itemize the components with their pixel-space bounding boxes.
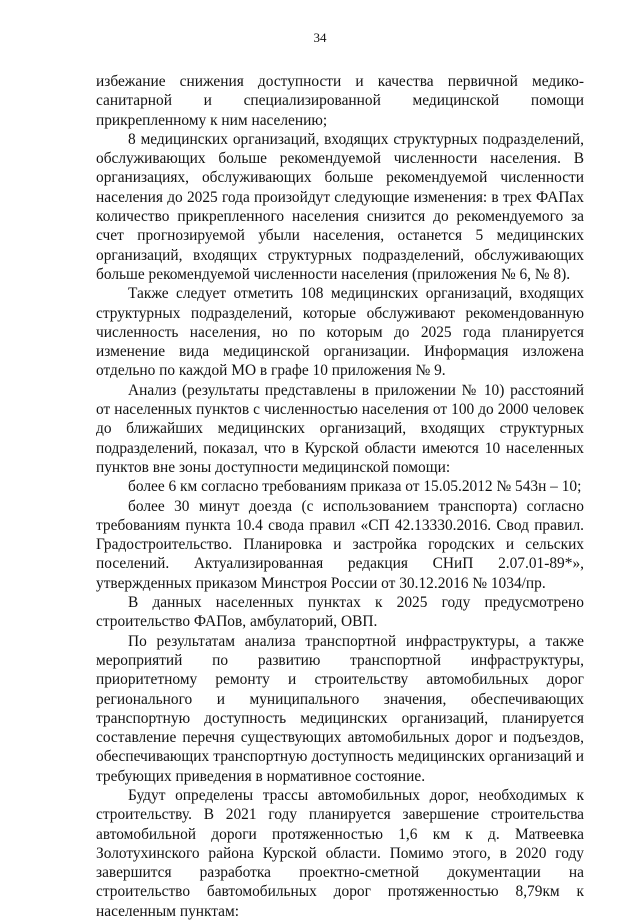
- paragraph: избежание снижения доступности и качества первичной медико-санитарной и специализированной медицинской помощи прикрепленному к ним населению;: [96, 73, 584, 129]
- paragraph: Анализ (результаты представлены в приложении № 10) расстояний от населенных пунктов с численностью населения от 100 до 2000 человек до ближайших медицинских организаций, входящих структурных подразделений, показал, что в Курской области имеются 10 населенных пунктов вне зоны доступности медицинской помощи:: [96, 381, 584, 476]
- body-text: [96, 72, 584, 921]
- paragraph: более 6 км согласно требованиям приказа от 15.05.2012 № 543н – 10;: [128, 478, 582, 496]
- paragraph: более 30 минут доезда (с использованием транспорта) согласно требованиям пункта 10.4 свода правил «СП 42.13330.2016. Свод правил. Градостроительство. Планировка и застройка городских и сельских поселений. Актуализированная редакция СНиП 2.07.01-89*», утвержденных приказом Минстроя России от 30.12.2016 № 1034/пр.: [96, 497, 584, 592]
- paragraph: Также следует отметить 108 медицинских организаций, входящих структурных подразделений, которые обслуживают рекомендованную численность населения, но по которым до 2025 года планируется изменение вида медицинской организации. Информация изложена отдельно по каждой МО в графе 10 приложения № 9.: [96, 285, 584, 380]
- paragraph: 8 медицинских организаций, входящих структурных подразделений, обслуживающих больше рекомендуемой численности населения. В организациях, обслуживающих больше рекомендуемой численности населения до 2025 года произойдут следующие изменения: в трех ФАПах количество прикрепленного населения снизится до рекомендуемого за счет прогнозируемой убыли населения, останется 5 медицинских организаций, входящих структурных подразделений, обслуживающих больше рекомендуемой численности населения (приложения № 6, № 8).: [96, 130, 584, 283]
- page-number: 34: [313, 30, 327, 45]
- paragraph: В данных населенных пунктах к 2025 году предусмотрено строительство ФАПов, амбулаторий, ОВП.: [96, 594, 584, 631]
- paragraph: Будут определены трассы автомобильных дорог, необходимых к строительству. В 2021 году планируется завершение строительства автомобильной дороги протяженностью 1,6 км к д. Матвеевка Золотухинского района Курской области. Помимо этого, в 2020 году завершится разработка проектно-сметной документации на строительство бавтомобильных дорог протяженностью 8,79км к населенным пунктам:: [96, 786, 584, 920]
- paragraph: По результатам анализа транспортной инфраструктуры, а также мероприятий по развитию транспортной инфраструктуры, приоритетному ремонту и строительству автомобильных дорог регионального и муниципального значения, обеспечивающих транспортную доступность медицинских организаций, планируется составление перечня существующих автомобильных дорог и подъездов, обеспечивающих транспортную доступность медицинских организаций и требующих приведения в нормативное состояние.: [96, 632, 584, 785]
